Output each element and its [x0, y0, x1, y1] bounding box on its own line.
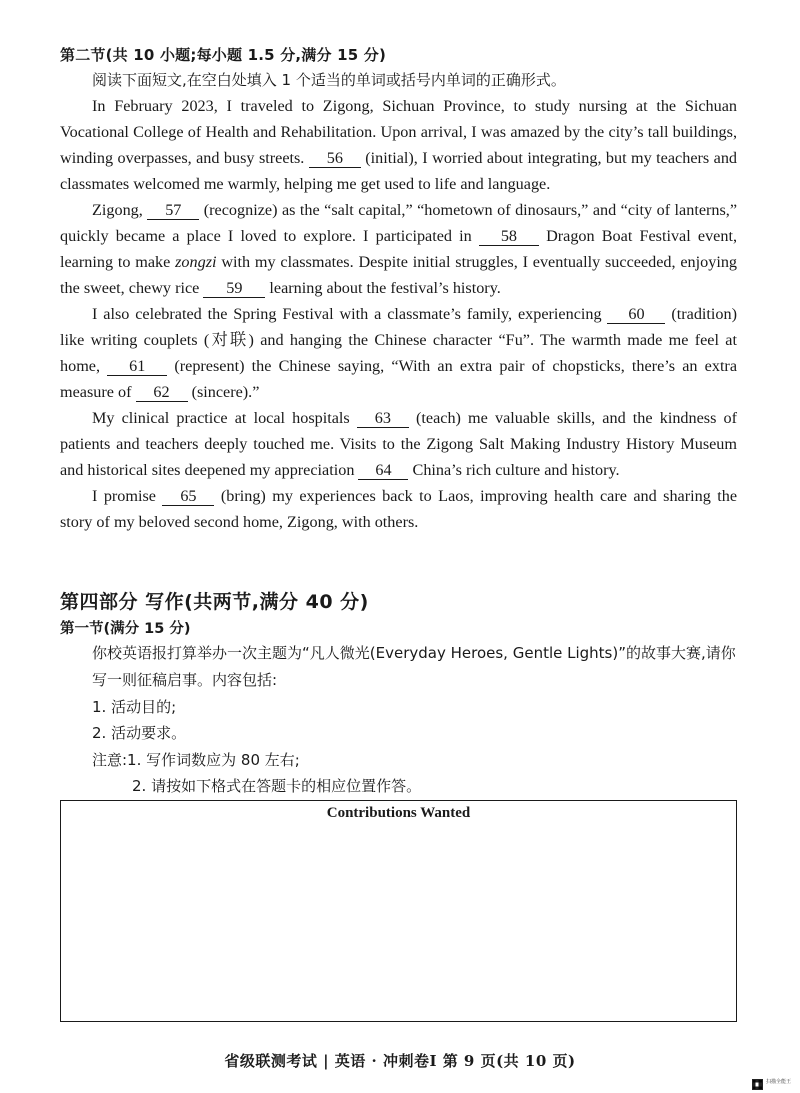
passage-text: with my classmates. Despite initial struggles, I eventually succeeded, enjoying the sweet, chewy rice — [60, 253, 738, 297]
blank-61[interactable]: 61 — [107, 357, 167, 376]
blank-59[interactable]: 59 — [203, 279, 265, 298]
scanner-label: 扫描全能王 — [766, 1079, 792, 1085]
reading-passage — [60, 93, 737, 535]
passage-text: (represent) the Chinese saying, “With an extra pair of chopsticks, there’s an extra measure of — [60, 357, 738, 401]
note-item: 注意:1. 写作词数应为 80 左右; — [92, 751, 300, 769]
note-item: 2. 请按如下格式在答题卡的相应位置作答。 — [132, 777, 422, 795]
blank-58[interactable]: 58 — [479, 227, 539, 246]
instruction-text: 阅读下面短文,在空白处填入 1 个适当的单词或括号内单词的正确形式。 — [92, 71, 566, 89]
passage-paragraph-3 — [60, 301, 737, 405]
blank-64[interactable]: 64 — [358, 461, 408, 480]
page-footer: 省级联测考试 | 英语 · 冲刺卷Ⅰ 第 9 页(共 10 页) — [224, 1052, 576, 1070]
writing-task — [60, 640, 737, 694]
blank-56[interactable]: 56 — [309, 149, 361, 168]
blank-57[interactable]: 57 — [147, 201, 199, 220]
passage-text: (tradition) like writing couplets (对联) and hanging the Chinese character “Fu”. The warmth made me feel at home, — [60, 305, 737, 375]
passage-text: I also celebrated the Spring Festival with a classmate’s family, experiencing — [92, 305, 602, 323]
blank-65[interactable]: 65 — [162, 487, 214, 506]
task-text: 你校英语报打算举办一次主题为“凡人微光(Everyday Heroes, Gentle Lights)”的故事大赛,请你写一则征稿启事。内容包括: — [92, 644, 736, 689]
passage-text: I promise — [92, 487, 156, 505]
blank-62[interactable]: 62 — [136, 383, 188, 402]
passage-paragraph-2 — [60, 197, 737, 301]
requirement-item: 2. 活动要求。 — [92, 724, 187, 742]
passage-italic-word: zongzi — [175, 253, 217, 271]
qr-code-icon — [752, 1079, 763, 1090]
sub-header: 第一节(满分 15 分) — [60, 621, 191, 637]
section-header: 第二节(共 10 小题;每小题 1.5 分,满分 15 分) — [60, 46, 387, 64]
passage-text: (recognize) as the “salt capital,” “hometown of dinosaurs,” and “city of lanterns,” quickly became a place I loved to explore. I participated in — [60, 201, 738, 245]
passage-paragraph-5 — [60, 483, 737, 535]
requirement-item: 1. 活动目的; — [92, 698, 177, 716]
passage-paragraph-4 — [60, 405, 737, 483]
passage-paragraph-1 — [60, 93, 737, 197]
passage-text: Zigong, — [92, 201, 143, 219]
answer-box[interactable] — [60, 800, 737, 1022]
passage-text: Dragon Boat Festival event, learning to make — [60, 227, 737, 271]
passage-text: (initial), I worried about integrating, but my teachers and classmates welcomed me warmly, helping me get used to life and language. — [60, 149, 738, 193]
blank-60[interactable]: 60 — [607, 305, 665, 324]
passage-text: (teach) me valuable skills, and the kindness of patients and teachers deeply touched me. Visits to the Zigong Salt Making Industry History Museum and historical sites deepened my appreciation — [60, 409, 737, 479]
passage-text: learning about the festival’s history. — [269, 279, 501, 297]
box-title: Contributions Wanted — [326, 805, 471, 821]
passage-text: My clinical practice at local hospitals — [92, 409, 350, 427]
blank-63[interactable]: 63 — [357, 409, 409, 428]
passage-text: In February 2023, I traveled to Zigong, Sichuan Province, to study nursing at the Sichuan Vocational College of Health and Rehabilitation. Upon arrival, I was amazed by the city’s tall buildings, winding overpasses, and busy streets. — [60, 97, 737, 167]
passage-text: China’s rich culture and history. — [412, 461, 620, 479]
passage-text: (bring) my experiences back to Laos, improving health care and sharing the story of my beloved second home, Zigong, with others. — [60, 487, 738, 531]
part-header: 第四部分 写作(共两节,满分 40 分) — [60, 591, 369, 613]
passage-text: (sincere).” — [191, 383, 260, 401]
